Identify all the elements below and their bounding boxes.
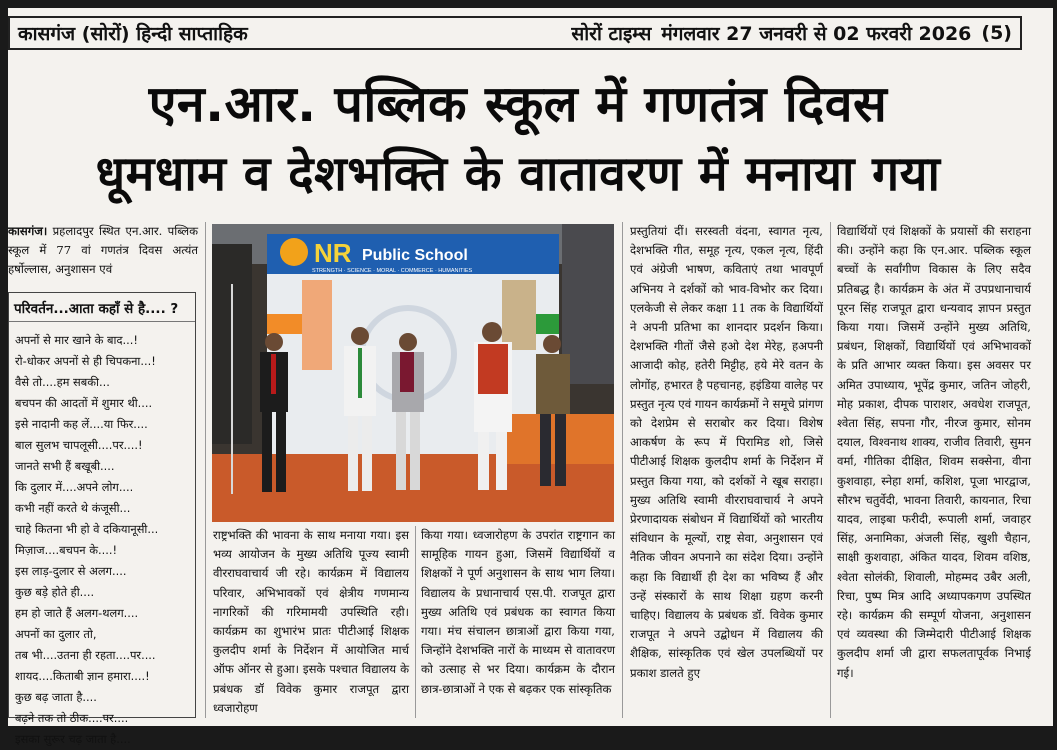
column-rule	[205, 222, 206, 718]
column-rule	[415, 526, 416, 718]
event-photo	[212, 224, 614, 522]
dateline: कासगंज।	[8, 224, 48, 238]
poem-line: कुछ बढ़ जाता है....	[15, 690, 97, 704]
poem-line: इसका सुरूर चढ़ जाता है....	[15, 732, 131, 746]
poem-line: बचपन की आदतों में शुमार थी....	[15, 396, 153, 410]
poem-line: कभी नहीं करते थे कंजूसी...	[15, 501, 131, 515]
masthead-page-number: (5)	[981, 22, 1012, 44]
banner-figure-right	[502, 280, 536, 350]
poem-lines	[9, 322, 195, 750]
article-paragraph: राष्ट्रभक्ति की भावना के साथ मनाया गया। इस भव्य आयोजन के मुख्य अतिथि पूज्य स्वामी वीरराघवाचार्य जी रहे। कार्यक्रम में विद्यालय परिवार, अभिभावकों एवं क्षेत्रीय गणमान्य नागरिकों की गरिमामयी उपस्थिति रही। कार्यक्रम का शुभारंभ प्रातः पीटीआई शिक्षक कुलदीप शर्मा के निर्देशन में आयोजित मार्च ऑफ ऑनर से हुआ। इसके पश्चात विद्यालय के प्रबंधक डॉ विवेक कुमार राजपूत द्वारा ध्वजारोहण	[213, 528, 409, 715]
poem-line: कि दुलार में....अपने लोग....	[15, 480, 134, 494]
banner-logo-text: NR	[314, 238, 352, 268]
poem-line: बढ़ने तक तो ठीक....पर....	[15, 711, 129, 725]
intro-text: प्रहलादपुर स्थित एन.आर. पब्लिक स्कूल में 77 वां गणतंत्र दिवस अत्यंत हर्षोल्लास, अनुशासन एवं	[8, 224, 198, 277]
headline-line-1: एन.आर. पब्लिक स्कूल में गणतंत्र दिवस	[148, 75, 888, 133]
poem-line: वैसे तो....हम सबकी...	[15, 375, 110, 389]
poem-line: इसे नादानी कह लें....या फिर....	[15, 417, 148, 431]
article-column-5	[837, 222, 1031, 683]
article-paragraph: किया गया। ध्वजारोहण के उपरांत राष्ट्रगान का सामूहिक गायन हुआ, जिसमें विद्यार्थियों व शिक्षकों ने पूर्ण अनुशासन के साथ भाग लिया। विद्यालय के प्रधानाचार्य एस.पी. राजपूत द्वारा मुख्य अतिथि एवं प्रबंधक का स्वागत किया गया। मंच संचालन छात्राओं द्वारा किया गया, जिन्होंने देशभक्ति नारों के माध्यम से वातावरण को उत्साह से भर दिया। कार्यक्रम के दौरान छात्र-छात्राओं ने एक से बढ़कर एक सांस्कृतिक	[421, 528, 615, 696]
poem-line: मिज़ाज....बचपन के....!	[15, 543, 118, 557]
poem-line: जानते सभी हैं बखूबी....	[15, 459, 115, 473]
poem-box	[8, 292, 196, 746]
article-paragraph: प्रस्तुतियां दीं। सरस्वती वंदना, स्वागत नृत्य, देशभक्ति गीत, समूह नृत्य, एकल नृत्य, हिंदी एवं अंग्रेजी भाषण, कविताएं तथा भावपूर्ण अभिनय ने दर्शकों को भाव-विभोर कर दिया। एलकेजी से लेकर कक्षा 11 तक के विद्यार्थियों ने अपनी प्रतिभा का शानदार प्रदर्शन किया। देशभक्ति गीतों जैसे हओ देश मेरेह, हअपनी आजादी कोह, हतेरी मिट्टीह, हये मेरे वतन के लोगोंह, हभारत है पहचानह, हइंडिया वालेह पर प्रस्तुत नृत्य एवं गायन कार्यक्रमों ने समूचे प्रांगण को देशप्रेम से सराबोर कर दिया। विशेष आकर्षण के रूप में पिरामिड शो, जिसे पीटीआई शिक्षक कुलदीप शर्मा के निर्देशन में प्रस्तुत किया गया, को दर्शकों ने खूब सराहा। मुख्य अतिथि स्वामी वीरराघवाचार्य ने अपने प्रेरणादायक संबोधन में विद्यार्थियों को भारतीय संविधान के मूल्यों, राष्ट्र सेवा, अनुशासन एवं नैतिक जीवन अपनाने का संदेश दिया। उन्होंने कहा कि विद्यार्थी ही देश का भविष्य हैं और उन्हें संस्कारों के साथ शिक्षा ग्रहण करनी चाहिए। विद्यालय के प्रबंधक डॉ. विवेक कुमार राजपूत ने अपने उद्बोधन में विद्यालय की शैक्षिक, सांस्कृतिक एवं खेल उपलब्धियों पर प्रकाश डालते हुए	[630, 224, 823, 680]
poem-title: परिवर्तन...आता कहाँ से है.... ?	[9, 293, 195, 322]
poem-line: तब भी....उतना ही रहता....पर....	[15, 648, 156, 662]
banner-subtitle: STRENGTH · SCIENCE · MORAL · COMMERCE · HUMANITIES	[312, 268, 473, 274]
masthead-edition: कासगंज (सोरों) हिन्दी साप्ताहिक	[18, 23, 248, 45]
masthead	[8, 16, 1022, 50]
headline-line-2: धूमधाम व देशभक्ति के वातावरण में मनाया गया	[95, 146, 941, 202]
poem-line: बाल सुलभ चापलूसी....पर....!	[15, 438, 143, 452]
poem-line: कुछ बड़े होते ही....	[15, 585, 95, 599]
banner-figure-left	[302, 280, 332, 370]
article-column-4	[630, 222, 823, 683]
poem-line: रो-धोकर अपनों से ही चिपकना...!	[15, 354, 156, 368]
poem-line: इस लाड़-दुलार से अलग....	[15, 564, 127, 578]
poem-line: अपनों से मार खाने के बाद...!	[15, 333, 138, 347]
masthead-paper-name: सोरों टाइम्स	[571, 23, 652, 45]
article-intro	[8, 222, 198, 280]
article-column-3	[421, 526, 615, 699]
column-rule	[830, 222, 831, 718]
article-paragraph: विद्यार्थियों एवं शिक्षकों के प्रयासों की सराहना की। उन्होंने कहा कि एन.आर. पब्लिक स्कूल बच्चों के सर्वांगीण विकास के लिए सदैव प्रतिबद्ध है। कार्यक्रम के अंत में उपप्रधानाचार्य पूरन सिंह राजपूत द्वारा धन्यवाद ज्ञापन प्रस्तुत किया गया। जिसमें उन्होंने मुख्य अतिथि, प्रबंधन, शिक्षकों, विद्यार्थियों एवं अभिभावकों के प्रति आभार व्यक्त किया। इस अवसर पर अमित उपाध्याय, भूपेंद्र कुमार, जतिन जोहरी, मोह प्रकाश, दीपक पाराशर, अवधेश राजपूत, श्वेता सिंह, सपना गौर, नीरज कुमार, सोनम दयाल, विश्वनाथ शाक्य, राजीव तिवारी, सुमन वर्मा, गीतिका दीक्षित, शिवम सक्सेना, वीना कुशवाहा, स्नेहा शर्मा, कशिश, पूजा भारद्वाज, सौरभ चतुर्वेदी, भावना तिवारी, कायनात, रिचा यादव, लाइबा फरीदी, रूपाली शर्मा, जवाहर सिंह, अनामिका, अंजली सिंह, खुशी चैहान, साक्षी कुशवाहा, अंकित यादव, शिवम वशिष्ठ, श्वेता सोलंकी, शिवाली, मोहम्मद उबैर अली, रिचा, पुष्प मित्र आदि अध्यापकगण उपस्थित रहे। कार्यक्रम की सम्पूर्ण योजना, अनुशासन एवं व्यवस्था की जिम्मेदारी पीटीआई शिक्षक कुलदीप शर्मा जी द्वारा सफलतापूर्वक निभाई गई।	[837, 224, 1031, 680]
poem-line: चाहे कितना भी हो वे दकियानूसी...	[15, 522, 159, 536]
article-column-2	[213, 526, 409, 718]
poem-line: शायद....किताबी ज्ञान हमारा....!	[15, 669, 150, 683]
banner-school-name: Public School	[362, 247, 468, 264]
masthead-date: मंगलवार 27 जनवरी से 02 फरवरी 2026	[661, 23, 972, 45]
column-rule	[622, 222, 623, 718]
poem-line: हम हो जाते हैं अलग-थलग....	[15, 606, 139, 620]
school-logo-icon	[280, 238, 308, 266]
poem-line: अपनों का दुलार तो,	[15, 627, 97, 641]
